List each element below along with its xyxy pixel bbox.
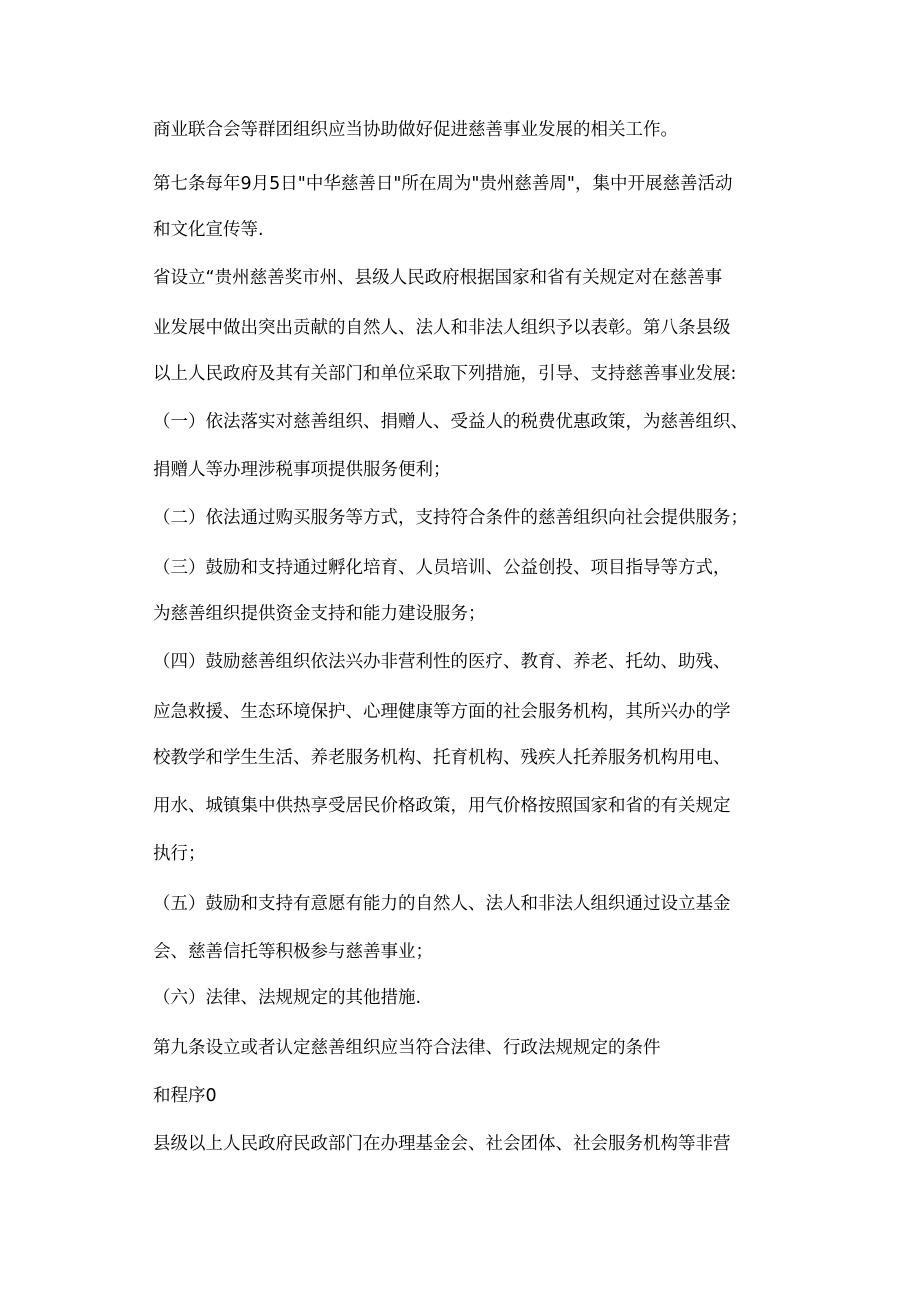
text-line: （三）鼓励和支持通过孵化培育、人员培训、公益创投、项目指导等方式， bbox=[153, 558, 731, 578]
text-line: 第七条每年9月5日"中华慈善日"所在周为"贵州慈善周"，集中开展慈善活动 bbox=[153, 174, 733, 194]
text-line: 应急救援、生态环境保护、心理健康等方面的社会服务机构，其所兴办的学 bbox=[153, 702, 731, 722]
text-line: 执行； bbox=[153, 844, 206, 864]
text-line: 县级以上人民政府民政部门在办理基金会、社会团体、社会服务机构等非营 bbox=[153, 1134, 731, 1154]
text-line: 商业联合会等群团组织应当协助做好促进慈善事业发展的相关工作。 bbox=[153, 120, 678, 140]
text-line: 省设立“贵州慈善奖市州、县级人民政府根据国家和省有关规定对在慈善事 bbox=[153, 268, 723, 288]
text-line: （二）依法通过购买服务等方式，支持符合条件的慈善组织向社会提供服务； bbox=[153, 508, 748, 528]
text-line: 会、慈善信托等积极参与慈善事业； bbox=[153, 942, 433, 962]
text-line: 和文化宣传等. bbox=[153, 220, 264, 240]
text-line: 校教学和学生生活、养老服务机构、托育机构、残疾人托养服务机构用电、 bbox=[153, 748, 731, 768]
text-line: 用水、城镇集中供热享受居民价格政策，用气价格按照国家和省的有关规定 bbox=[153, 796, 731, 816]
text-line: 为慈善组织提供资金支持和能力建设服务； bbox=[153, 604, 486, 624]
text-line: 业发展中做出突出贡献的自然人、法人和非法人组织予以表彰。第八条县级 bbox=[153, 318, 731, 338]
text-line: （五）鼓励和支持有意愿有能力的自然人、法人和非法人组织通过设立基金 bbox=[153, 894, 731, 914]
text-line: 和程序0 bbox=[153, 1086, 217, 1106]
text-line: （四）鼓励慈善组织依法兴办非营利性的医疗、教育、养老、托幼、助残、 bbox=[153, 652, 731, 672]
text-line: 捐赠人等办理涉税事项提供服务便利； bbox=[153, 460, 451, 480]
text-line: （一）依法落实对慈善组织、捐赠人、受益人的税费优惠政策，为慈善组织、 bbox=[153, 412, 748, 432]
text-line: （六）法律、法规规定的其他措施. bbox=[153, 988, 422, 1008]
text-line: 第九条设立或者认定慈善组织应当符合法律、行政法规规定的条件 bbox=[153, 1038, 661, 1058]
text-line: 以上人民政府及其有关部门和单位采取下列措施，引导、支持慈善事业发展: bbox=[153, 364, 737, 384]
